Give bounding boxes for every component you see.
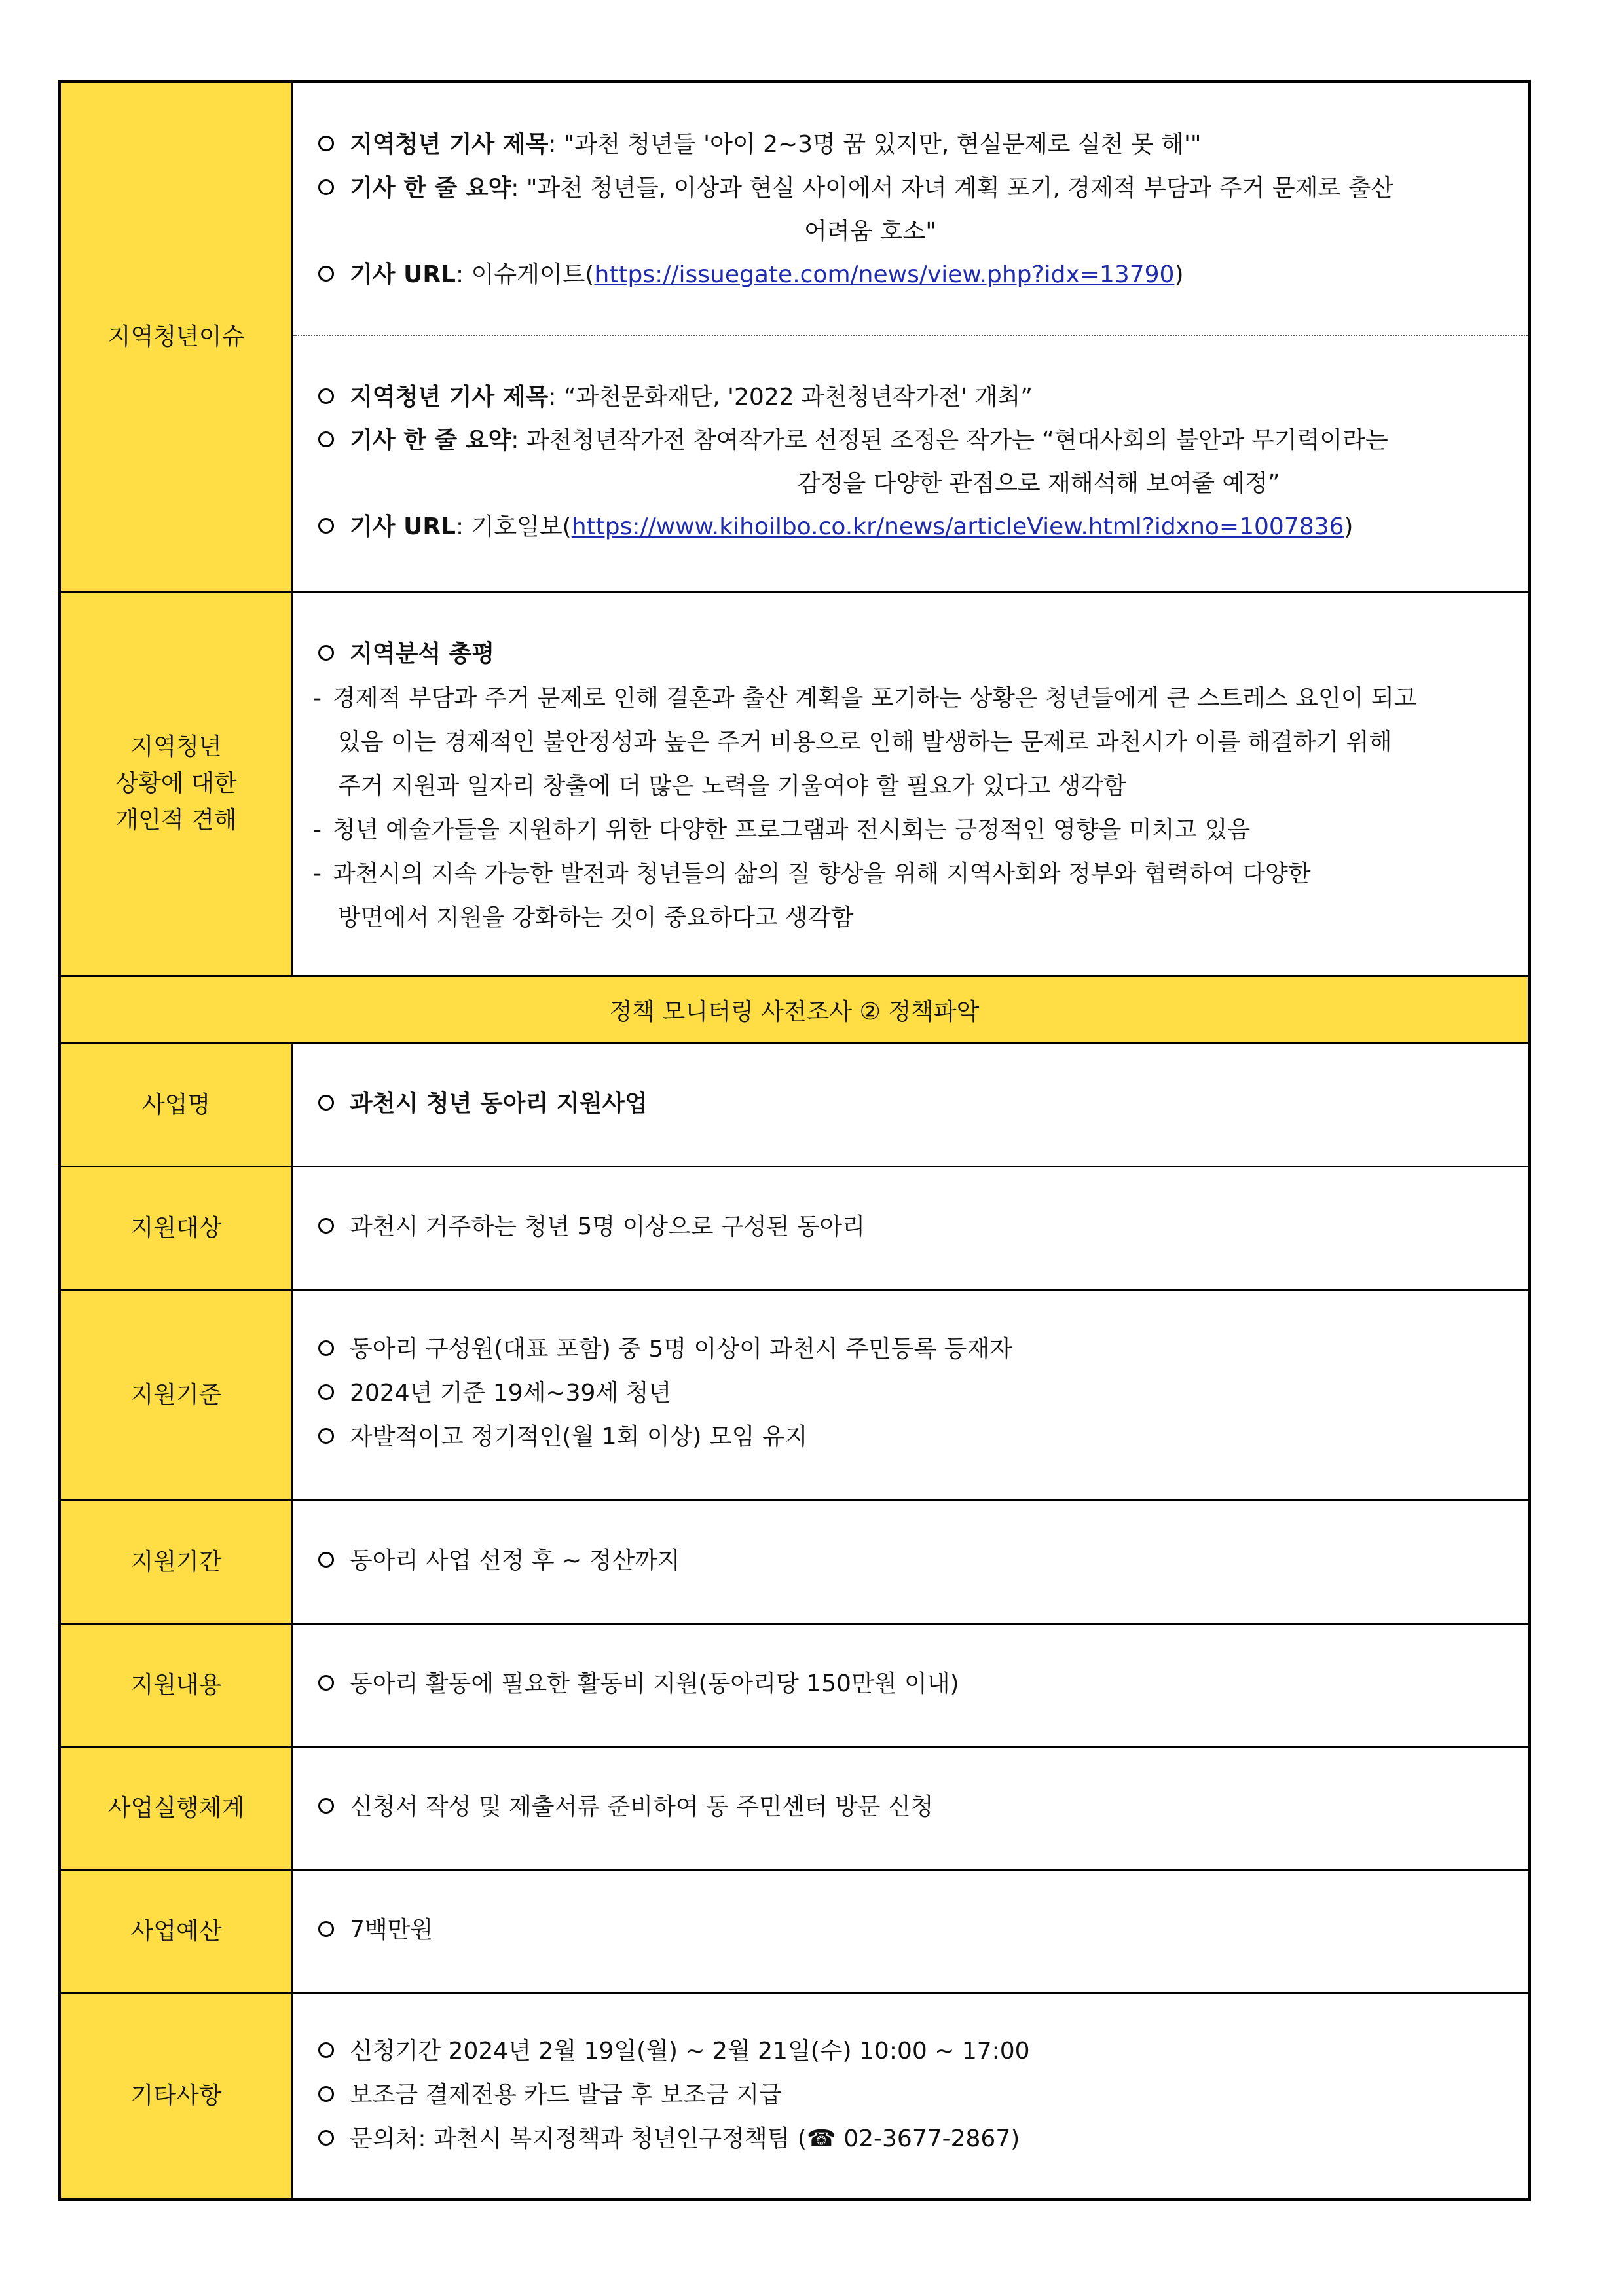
label-text: 지원기준 <box>130 1381 222 1408</box>
article2-summary: 기사 한 줄 요약: 과천청년작가전 참여작가로 선정된 조정은 작가는 “현대사회의 불안과 무기력이라는 <box>318 422 1388 459</box>
row-support-criteria <box>61 1291 1528 1501</box>
opinion-p1-line3 <box>338 768 1126 805</box>
label-text: 상황에 대한 <box>115 770 237 797</box>
value-text: 7백만원 <box>350 1917 434 1943</box>
label-text: 지원대상 <box>130 1214 222 1241</box>
project-name-value <box>318 1086 648 1122</box>
field-value-cont: 어려움 호소" <box>804 218 936 245</box>
opinion-p1-line1 <box>313 680 1417 717</box>
opinion-text: 방면에서 지원을 강화하는 것이 중요하다고 생각함 <box>338 904 854 931</box>
circle-bullet-icon <box>318 136 334 151</box>
content-support-period <box>293 1501 1528 1623</box>
circle-bullet-icon <box>318 266 334 282</box>
label-text: 사업명 <box>141 1091 211 1118</box>
circle-bullet-icon <box>318 518 334 534</box>
content-budget <box>293 1871 1528 1992</box>
circle-bullet-icon <box>318 388 334 404</box>
row-local-youth-issue <box>61 83 1528 593</box>
opinion-text: 과천시의 지속 가능한 발전과 청년들의 삶의 질 향상을 위해 지역사회와 정부와 협력하여 다양한 <box>333 860 1311 887</box>
content-personal-opinion <box>293 593 1528 975</box>
content-etc <box>293 1994 1528 2198</box>
opinion-p2 <box>313 812 1250 849</box>
label-text: 지역청년 <box>130 733 222 760</box>
label-text: 사업예산 <box>130 1917 222 1945</box>
dash-bullet: - <box>313 817 322 843</box>
value-text: 동아리 활동에 필요한 활동비 지원(동아리당 150만원 이내) <box>350 1670 959 1697</box>
content-local-youth-issue <box>293 83 1528 591</box>
support-period-value <box>318 1543 680 1579</box>
criteria-item <box>318 1375 671 1412</box>
field-value-cont: 감정을 다양한 관점으로 재해석해 보여줄 예정” <box>798 470 1280 497</box>
article1-url: 기사 URL: 이슈게이트(https://issuegate.com/news/view.php?idx=13790) <box>318 257 1184 293</box>
label-text: 지역청년이슈 <box>107 323 245 350</box>
value-text: 과천시 거주하는 청년 5명 이상으로 구성된 동아리 <box>350 1213 866 1240</box>
value-text: 동아리 구성원(대표 포함) 중 5명 이상이 과천시 주민등록 등재자 <box>350 1336 1012 1363</box>
opinion-text: 있음 이는 경제적인 불안정성과 높은 주거 비용으로 인해 발생하는 문제로 과천시가 이를 해결하기 위해 <box>338 729 1392 756</box>
label-text: 개인적 견해 <box>115 807 237 834</box>
label-support-criteria <box>61 1291 293 1499</box>
document-table <box>58 80 1531 2201</box>
field-value: 과천청년작가전 참여작가로 선정된 조정은 작가는 “현대사회의 불안과 무기력이라는 <box>526 427 1388 454</box>
criteria-item <box>318 1419 807 1456</box>
analysis-heading <box>318 636 494 672</box>
opinion-p3-line2 <box>338 900 854 936</box>
support-content-value <box>318 1666 959 1702</box>
etc-item <box>318 2033 1030 2070</box>
article1-summary-cont <box>804 213 936 250</box>
article2-title: 지역청년 기사 제목: “과천문화재단, '2022 과천청년작가전' 개최” <box>318 379 1033 416</box>
row-support-target <box>61 1167 1528 1291</box>
opinion-text: 경제적 부담과 주거 문제로 인해 결혼과 출산 계획을 포기하는 상황은 청년들에게 큰 스트레스 요인이 되고 <box>333 685 1417 712</box>
etc-item <box>318 2077 782 2114</box>
circle-bullet-icon <box>318 1552 334 1568</box>
phone-icon: ☎ <box>806 2125 836 2152</box>
row-budget <box>61 1871 1528 1994</box>
url-source: 이슈게이트 <box>471 261 585 288</box>
label-etc <box>61 1994 293 2198</box>
value-text: 신청기간 2024년 2월 19일(월) ~ 2월 21일(수) 10:00 ~ 17:00 <box>350 2038 1030 2065</box>
circle-bullet-icon <box>318 645 334 661</box>
budget-value <box>318 1912 433 1949</box>
dash-bullet: - <box>313 685 322 712</box>
field-label: 기사 한 줄 요약 <box>350 427 511 454</box>
content-support-target <box>293 1167 1528 1289</box>
label-project-name <box>61 1044 293 1166</box>
row-execution-system <box>61 1748 1528 1871</box>
field-label: 기사 URL <box>350 513 456 540</box>
section-band-policy <box>61 977 1528 1044</box>
phone-number: 02-3677-2867) <box>843 2125 1020 2152</box>
circle-bullet-icon <box>318 1218 334 1234</box>
circle-bullet-icon <box>318 1428 334 1444</box>
value-text: 보조금 결제전용 카드 발급 후 보조금 지급 <box>350 2082 782 2108</box>
article2-url: 기사 URL: 기호일보(https://www.kihoilbo.co.kr/news/articleView.html?idxno=1007836) <box>318 509 1353 545</box>
circle-bullet-icon <box>318 2086 334 2102</box>
row-project-name <box>61 1044 1528 1167</box>
opinion-text: 주거 지원과 일자리 창출에 더 많은 노력을 기울여야 할 필요가 있다고 생각함 <box>338 773 1126 799</box>
content-support-criteria <box>293 1291 1528 1499</box>
article2-link[interactable]: https://www.kihoilbo.co.kr/news/articleView.html?idxno=1007836 <box>571 513 1344 540</box>
field-label: 기사 URL <box>350 261 456 288</box>
label-personal-opinion <box>61 593 293 975</box>
circle-bullet-icon <box>318 1675 334 1691</box>
value-text: 2024년 기준 19세~39세 청년 <box>350 1380 672 1406</box>
content-execution-system <box>293 1748 1528 1869</box>
article1-link[interactable]: https://issuegate.com/news/view.php?idx=13790 <box>594 261 1175 288</box>
band-title: 정책 모니터링 사전조사 ② 정책파악 <box>609 998 980 1025</box>
opinion-text: 청년 예술가들을 지원하기 위한 다양한 프로그램과 전시회는 긍정적인 영향을 미치고 있음 <box>333 817 1251 843</box>
label-execution-system <box>61 1748 293 1869</box>
circle-bullet-icon <box>318 2130 334 2146</box>
field-label: 지역청년 기사 제목 <box>350 131 549 158</box>
criteria-item <box>318 1331 1012 1368</box>
content-support-content <box>293 1625 1528 1746</box>
field-value: "과천 청년들, 이상과 현실 사이에서 자녀 계획 포기, 경제적 부담과 주거 문제로 출산 <box>526 175 1394 202</box>
circle-bullet-icon <box>318 1798 334 1814</box>
execution-system-value <box>318 1789 933 1826</box>
label-support-period <box>61 1501 293 1623</box>
circle-bullet-icon <box>318 1384 334 1400</box>
article2-summary-cont <box>798 466 1280 502</box>
value-text: 자발적이고 정기적인(월 1회 이상) 모임 유지 <box>350 1423 808 1450</box>
label-text: 기타사항 <box>130 2082 222 2109</box>
label-budget <box>61 1871 293 1992</box>
label-support-content <box>61 1625 293 1746</box>
dotted-divider <box>293 335 1528 336</box>
circle-bullet-icon <box>318 1921 334 1937</box>
article1-summary: 기사 한 줄 요약: "과천 청년들, 이상과 현실 사이에서 자녀 계획 포기, 경제적 부담과 주거 문제로 출산 <box>318 170 1393 207</box>
opinion-p1-line2 <box>338 724 1392 761</box>
circle-bullet-icon <box>318 1095 334 1111</box>
field-value: "과천 청년들 '아이 2~3명 꿈 있지만, 현실문제로 실천 못 해'" <box>563 131 1202 158</box>
field-value: “과천문화재단, '2022 과천청년작가전' 개최” <box>563 384 1033 411</box>
label-text: 지원내용 <box>130 1671 222 1698</box>
value-text: 과천시 청년 동아리 지원사업 <box>350 1090 648 1117</box>
field-label: 기사 한 줄 요약 <box>350 175 511 202</box>
row-personal-opinion <box>61 593 1528 977</box>
circle-bullet-icon <box>318 431 334 447</box>
dash-bullet: - <box>313 860 322 887</box>
label-text: 사업실행체계 <box>107 1794 245 1822</box>
opinion-p3-line1 <box>313 856 1311 892</box>
row-etc <box>61 1994 1528 2198</box>
circle-bullet-icon <box>318 1340 334 1356</box>
content-project-name <box>293 1044 1528 1166</box>
value-text: 동아리 사업 선정 후 ~ 정산까지 <box>350 1547 680 1574</box>
circle-bullet-icon <box>318 179 334 195</box>
label-text: 지원기간 <box>130 1548 222 1575</box>
support-target-value <box>318 1209 865 1245</box>
field-label: 지역청년 기사 제목 <box>350 384 549 411</box>
heading-text: 지역분석 총평 <box>350 640 495 667</box>
row-support-content <box>61 1625 1528 1748</box>
url-source: 기호일보 <box>471 513 563 540</box>
label-support-target <box>61 1167 293 1289</box>
value-text: 신청서 작성 및 제출서류 준비하여 동 주민센터 방문 신청 <box>350 1793 934 1820</box>
value-text: 문의처: 과천시 복지정책과 청년인구정책팀 ( <box>350 2125 807 2152</box>
label-local-youth-issue <box>61 83 293 591</box>
circle-bullet-icon <box>318 2042 334 2058</box>
etc-item <box>318 2121 1020 2157</box>
article1-title: 지역청년 기사 제목: "과천 청년들 '아이 2~3명 꿈 있지만, 현실문제로 실천 못 해'" <box>318 126 1201 163</box>
row-support-period <box>61 1501 1528 1625</box>
